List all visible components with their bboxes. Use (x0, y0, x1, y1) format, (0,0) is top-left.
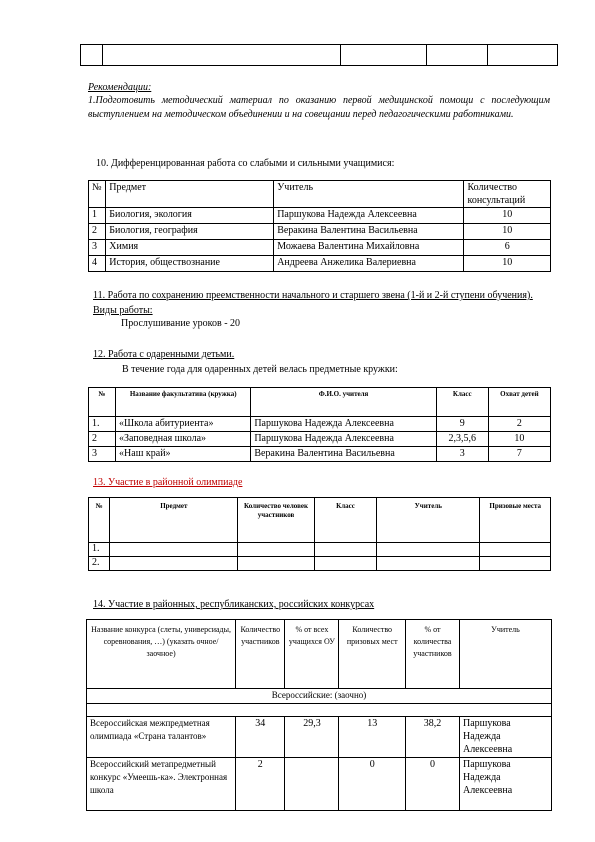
table-row (89, 557, 551, 571)
table-row (89, 417, 551, 432)
cell-count: 2 (488, 417, 550, 432)
column-header: Предмет (106, 181, 274, 208)
cell-contest-name: Всероссийский метапредметный конкурс «Умеешь-ка». Электронная школа (87, 758, 236, 811)
cell-teacher: Паршукова Надежда Алексеевна (251, 417, 436, 432)
column-header: Количество консультаций (464, 181, 551, 208)
cell-subject: Биология, география (106, 224, 274, 240)
cell-empty (314, 557, 376, 571)
table-row (89, 208, 551, 224)
cell-empty (87, 704, 552, 717)
group-label: Всероссийские: (заочно) (87, 689, 552, 704)
cell-empty (377, 543, 480, 557)
table-row (89, 447, 551, 462)
cell-subject: История, обществознание (106, 256, 274, 272)
table-group-row (87, 689, 552, 704)
section-12-table (88, 387, 551, 462)
cell-teacher: Паршукова Надежда Алексеевна (459, 717, 551, 758)
cell-count: 7 (488, 447, 550, 462)
cell-teacher: Паршукова Надежда Алексеевна (274, 208, 464, 224)
column-header: Количество участников (236, 620, 285, 689)
cell-number: 1. (89, 417, 116, 432)
cell-name: «Наш край» (116, 447, 251, 462)
table-row (89, 543, 551, 557)
cell-pct-all (285, 758, 339, 811)
column-header: Количество человек участников (238, 498, 315, 543)
table-row (89, 256, 551, 272)
cell-number: 3 (89, 447, 116, 462)
section-11-item: Прослушивание уроков - 20 (121, 318, 241, 329)
table-header-row (87, 620, 552, 689)
cell-grade: 2,3,5,6 (436, 432, 488, 447)
cell-pct-part: 0 (406, 758, 460, 811)
table-row (87, 717, 552, 758)
cell-prizes: 13 (339, 717, 406, 758)
cell-count: 34 (236, 717, 285, 758)
column-header: № (89, 498, 110, 543)
cell-empty (480, 557, 551, 571)
section-12-subheading: В течение года для одаренных детей велась предметные кружки: (122, 364, 398, 375)
cell-name: «Заповедная школа» (116, 432, 251, 447)
column-header: Класс (314, 498, 376, 543)
section-13-table (88, 497, 551, 571)
cell-empty (110, 557, 238, 571)
cell-pct-part: 38,2 (406, 717, 460, 758)
cell-empty (314, 543, 376, 557)
cell-empty (480, 543, 551, 557)
cell-number: 2. (89, 557, 110, 571)
cell-count: 10 (464, 256, 551, 272)
cell-number: 1. (89, 543, 110, 557)
table-row (89, 224, 551, 240)
cell-number: 2 (89, 432, 116, 447)
section-10-heading: 10. Дифференцированная работа со слабыми и сильными учащимися: (96, 158, 395, 169)
cell-teacher: Можаева Валентина Михайловна (274, 240, 464, 256)
cell-empty (377, 557, 480, 571)
section-13-heading: 13. Участие в районной олимпиаде (93, 477, 243, 488)
section-10-table (88, 180, 551, 272)
cell-empty (238, 543, 315, 557)
recommendations-text: 1.Подготовить методический материал по оказанию первой медицинской помощи с последующим выступлением на методическом объединении и на совещании перед педагогическими работниками. (88, 95, 550, 120)
table-row (89, 432, 551, 447)
column-header: № (89, 181, 106, 208)
section-11-heading (93, 288, 533, 318)
cell-subject: Химия (106, 240, 274, 256)
column-header: № (89, 388, 116, 417)
cell-number: 3 (89, 240, 106, 256)
table-header-row (89, 181, 551, 208)
column-header: Название факультатива (кружка) (116, 388, 251, 417)
cell-subject: Биология, экология (106, 208, 274, 224)
cell-name: «Школа абитуриента» (116, 417, 251, 432)
section-14-heading: 14. Участие в районных, республиканских, российских конкурсах (93, 599, 375, 610)
column-header: Учитель (377, 498, 480, 543)
cell-grade: 9 (436, 417, 488, 432)
cell-teacher: Паршукова Надежда Алексеевна (459, 758, 551, 811)
table-header-row (89, 388, 551, 417)
section-12-heading: 12. Работа с одаренными детьми. (93, 349, 235, 360)
cell-number: 2 (89, 224, 106, 240)
cell-count: 10 (464, 208, 551, 224)
column-header: Название конкурса (слеты, универсиады, соревнования, …) (указать очное/заочное) (87, 620, 236, 689)
cell-empty (110, 543, 238, 557)
section-14-table (86, 619, 552, 811)
cell-contest-name: Всероссийская межпредметная олимпиада «Страна талантов» (87, 717, 236, 758)
column-header: Класс (436, 388, 488, 417)
cell-teacher: Паршукова Надежда Алексеевна (251, 432, 436, 447)
column-header: % от всех учащихся ОУ (285, 620, 339, 689)
column-header: Учитель (459, 620, 551, 689)
cell-teacher: Андреева Анжелика Валериевна (274, 256, 464, 272)
cell-pct-all: 29,3 (285, 717, 339, 758)
cell-count: 2 (236, 758, 285, 811)
column-header: Предмет (110, 498, 238, 543)
table-header-row (89, 498, 551, 543)
table-spacer-row (87, 704, 552, 717)
top-partial-table (80, 44, 558, 66)
cell-number: 4 (89, 256, 106, 272)
column-header: Количество призовых мест (339, 620, 406, 689)
column-header: Охват детей (488, 388, 550, 417)
cell-number: 1 (89, 208, 106, 224)
table-row (89, 240, 551, 256)
column-header: Ф.И.О. учителя (251, 388, 436, 417)
column-header: % от количества участников (406, 620, 460, 689)
cell-prizes: 0 (339, 758, 406, 811)
cell-count: 10 (488, 432, 550, 447)
cell-grade: 3 (436, 447, 488, 462)
column-header: Учитель (274, 181, 464, 208)
cell-count: 10 (464, 224, 551, 240)
cell-teacher: Веракина Валентина Васильевна (251, 447, 436, 462)
table-row (87, 758, 552, 811)
cell-teacher: Веракина Валентина Васильевна (274, 224, 464, 240)
cell-empty (238, 557, 315, 571)
cell-count: 6 (464, 240, 551, 256)
section-11-heading-text: 11. Работа по сохранению преемственности начального и старшего звена (1-й и 2-й ступени обучения). Виды работы: (93, 290, 533, 316)
recommendations-title: Рекомендации: (88, 82, 152, 93)
column-header: Призовые места (480, 498, 551, 543)
